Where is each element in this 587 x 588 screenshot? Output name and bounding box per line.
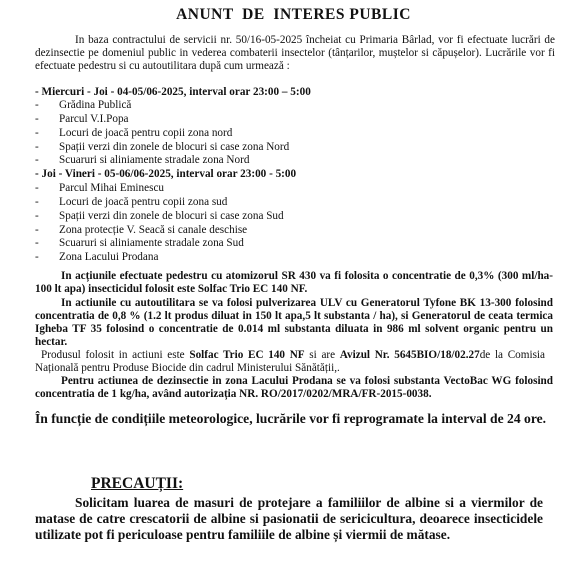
- bullet-dash: -: [35, 113, 39, 125]
- aviz-number: Avizul Nr. 5645BIO/18/02.27: [339, 349, 480, 361]
- product-name: Solfac Trio EC 140 NF: [189, 349, 305, 361]
- schedule-1-item-label: Scuaruri si aliniamente stradale zona Nord: [59, 154, 250, 166]
- ulv-paragraph: [35, 297, 553, 349]
- page-title: ANUNT DE INTERES PUBLIC: [176, 6, 411, 23]
- schedule-2-heading: - Joi - Vineri - 05-06/06-2025, interval orar 23:00 - 5:00: [35, 168, 297, 180]
- schedule-1-item-label: Grădina Publică: [59, 99, 132, 111]
- schedule-1-heading: - Miercuri - Joi - 04-05/06-2025, interval orar 23:00 – 5:00: [35, 86, 311, 98]
- bullet-dash: -: [35, 251, 39, 263]
- atomizer-paragraph: [35, 270, 553, 296]
- precautions-heading: PRECAUȚII:: [91, 475, 184, 492]
- bullet-dash: -: [35, 141, 39, 153]
- bullet-dash: -: [35, 99, 39, 111]
- ulv-text: In actiunile cu autoutilitara se va folosi pulverizarea ULV cu Generatorul Tyfone BK 13-300 folosind concentratia de 0,8 % (1.2 lt produs diluat in 150 lt apa,5 lt substanta / ha), si Generatorul de ceata termica Igheba TF 35 folosind o concentratie de 0.014 ml substanta diluata in 986 ml solvent organic pentru un hectar.: [35, 297, 553, 348]
- bullet-dash: -: [35, 182, 39, 194]
- bullet-dash: -: [35, 196, 39, 208]
- schedule-1-item-label: Spații verzi din zonele de blocuri si case zona Nord: [59, 141, 290, 153]
- intro-text: In baza contractului de servicii nr. 50/16-05-2025 încheiat cu Primaria Bârlad, vor fi efectuate lucrări de dezinsectie pe domeniul public in vederea combaterii insectelor (tânțarilor, muștelor si căpușelor). Lucrările vor fi efectuate pedestru si cu autoutilitara după cum urmează :: [35, 34, 555, 72]
- schedule-2-item-label: Scuaruri si aliniamente stradale zona Sud: [59, 237, 244, 249]
- schedule-2-item-label: Parcul Mihai Eminescu: [59, 182, 165, 194]
- aviz-paragraph: [35, 349, 545, 375]
- aviz-text-1: Produsul folosit in actiuni este: [41, 349, 190, 361]
- schedule-1-item-label: Parcul V.I.Popa: [59, 113, 129, 125]
- bullet-dash: -: [35, 210, 39, 222]
- bullet-dash: -: [35, 237, 39, 249]
- schedule-2-item-label: Zona protecție V. Seacă si canale deschise: [59, 224, 248, 236]
- precautions-text: Solicitam luarea de masuri de protejare a familiilor de albine si a viermilor de matase de catre crescatorii de albine si pasionatii de sericicultura, deoarece insecticidele utilizate pot fi periculoase pentru familiile de albine și viermii de mătase.: [35, 495, 543, 542]
- schedule-2-item-label: Locuri de joacă pentru copii zona sud: [59, 196, 228, 208]
- schedule-1-item-label: Locuri de joacă pentru copii zona nord: [59, 127, 233, 139]
- bullet-dash: -: [35, 154, 39, 166]
- aviz-text-3: de la Comisia Națională pentru Produse Biocide din cadrul Ministerului Sănătății,.: [35, 349, 545, 374]
- weather-notice-text: În funcție de condițiile meteorologice, lucrările vor fi reprogramate la interval de 24 ore.: [35, 411, 547, 426]
- bullet-dash: -: [35, 127, 39, 139]
- schedule-2-item-label: Spații verzi din zonele de blocuri si case zona Sud: [59, 210, 284, 222]
- precautions-paragraph: [35, 495, 543, 543]
- aviz-text-2: si are: [304, 349, 340, 361]
- schedule-2-item-label: Zona Lacului Prodana: [59, 251, 159, 263]
- intro-paragraph: [35, 34, 555, 73]
- prodana-text: Pentru actiunea de dezinsectie in zona Lacului Prodana se va folosi substanta VectoBac WG folosind concentratia de 1 kg/ha, având autorizația NR. RO/2017/0202/MRA/FR-2015-0038.: [35, 375, 553, 400]
- atomizer-text: In acțiunile efectuate pedestru cu atomizorul SR 430 va fi folosita o concentratie de 0,3% (300 ml/ha-100 lt apa) insecticidul folosit este Solfac Trio EC 140 NF.: [35, 270, 553, 295]
- weather-notice: [35, 411, 555, 427]
- prodana-paragraph: [35, 375, 553, 401]
- bullet-dash: -: [35, 224, 39, 236]
